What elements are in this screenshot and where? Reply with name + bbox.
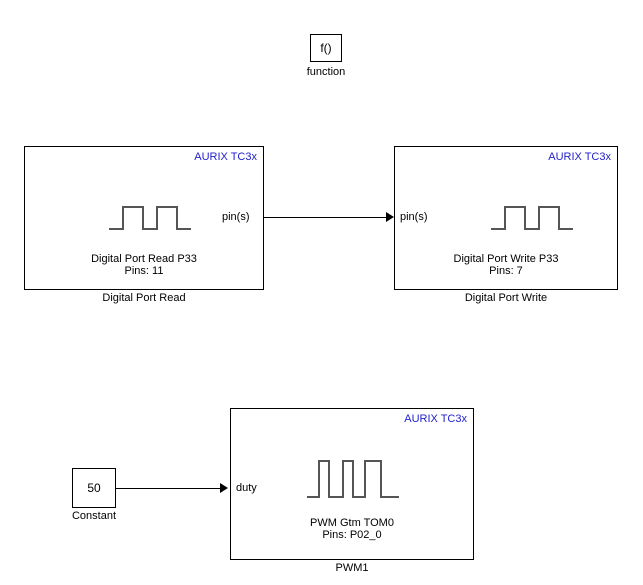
wire-constant-to-pwm-arrow	[220, 483, 228, 493]
pwm1-block[interactable]	[230, 408, 474, 560]
pulse-waveform-icon	[487, 199, 577, 235]
pulse-waveform-icon	[105, 199, 195, 235]
wire-constant-to-pwm	[116, 488, 220, 489]
wire-read-to-write-arrow	[386, 212, 394, 222]
constant-value: 50	[87, 481, 101, 495]
constant-caption: Constant	[71, 510, 117, 522]
digital-port-read-line1: Digital Port Read P33	[91, 253, 197, 265]
wire-read-to-write	[264, 217, 386, 218]
function-block-caption: function	[306, 66, 346, 78]
digital-port-write-input-port-label: pin(s)	[400, 211, 428, 223]
function-block[interactable]	[310, 34, 342, 62]
digital-port-write-block[interactable]	[394, 146, 618, 290]
digital-port-read-caption: Digital Port Read	[102, 292, 186, 304]
digital-port-write-caption: Digital Port Write	[464, 292, 548, 304]
digital-port-read-brand: AURIX TC3x	[194, 151, 257, 163]
constant-block[interactable]	[72, 468, 116, 508]
pwm1-caption: PWM1	[335, 562, 369, 574]
pwm1-line1: PWM Gtm TOM0	[310, 517, 394, 529]
digital-port-write-line1: Digital Port Write P33	[453, 253, 559, 265]
digital-port-read-output-port-label: pin(s)	[222, 211, 250, 223]
digital-port-read-line2: Pins: 11	[124, 265, 164, 277]
pwm1-brand: AURIX TC3x	[404, 413, 467, 425]
pwm-waveform-icon	[303, 455, 403, 503]
digital-port-write-line2: Pins: 7	[489, 265, 523, 277]
pwm1-line2: Pins: P02_0	[322, 529, 382, 541]
pwm1-input-port-label: duty	[236, 482, 257, 494]
function-block-text: f()	[320, 41, 332, 55]
digital-port-write-brand: AURIX TC3x	[548, 151, 611, 163]
